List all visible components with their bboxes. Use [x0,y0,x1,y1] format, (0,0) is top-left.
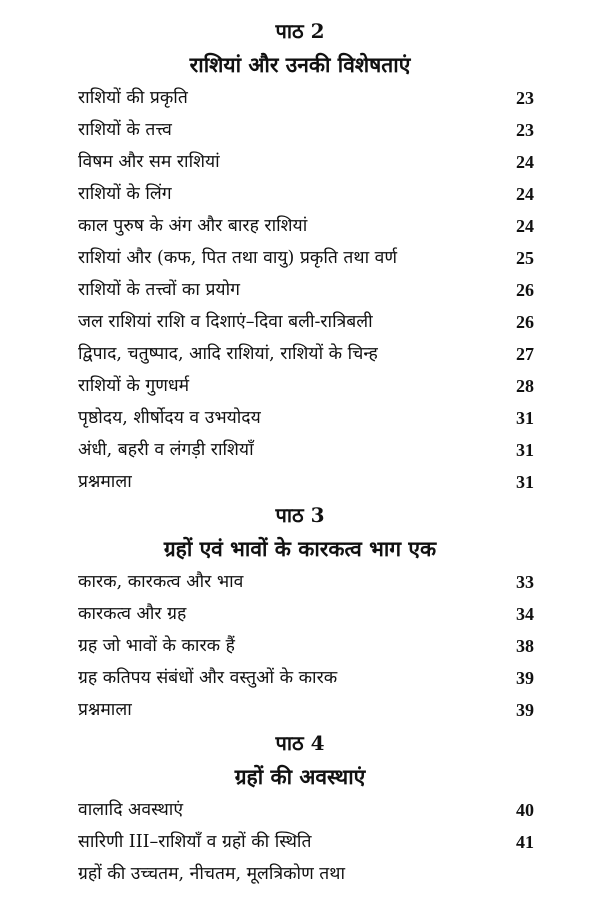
toc-entry [0,114,600,146]
entry-title: कारकत्व और ग्रह [78,604,187,624]
toc-entry [0,598,600,630]
entry-title: जल राशियां राशि व दिशाएं–दिवा बली-रात्रिबली [78,312,373,332]
chapter-label: पाठ 4 [275,731,325,755]
entry-title: सारिणी III–राशियाँ व ग्रहों की स्थिति [78,832,312,852]
chapter-title: ग्रहों एवं भावों के कारकत्व भाग एक [163,536,437,561]
toc-entry [0,434,600,466]
entry-title: ग्रह कतिपय संबंधों और वस्तुओं के कारक [78,668,338,688]
entry-page-number: 38 [516,636,534,656]
entry-page-number: 27 [516,344,534,364]
entry-title: ग्रहों की उच्चतम, नीचतम, मूलत्रिकोण तथा [78,864,345,884]
entry-title: विषम और सम राशियां [78,152,220,172]
entry-page-number: 41 [516,832,534,852]
toc-entry [0,370,600,402]
chapter-title: ग्रहों की अवस्थाएं [234,764,366,789]
chapter-label: पाठ 3 [275,503,325,527]
entry-page-number: 39 [516,668,534,688]
entry-page-number: 23 [516,120,534,140]
entry-title: राशियों की प्रकृति [78,88,188,108]
chapter-label: पाठ 2 [275,19,325,43]
table-of-contents [0,14,600,890]
entry-title: प्रश्नमाला [78,472,132,492]
entry-title: पृष्ठोदय, शीर्षोदय व उभयोदय [78,408,261,428]
entry-title: काल पुरुष के अंग और बारह राशियां [78,216,308,236]
entry-title: अंधी, बहरी व लंगड़ी राशियाँ [78,440,254,460]
toc-entry [0,630,600,662]
toc-entry [0,662,600,694]
toc-entry [0,178,600,210]
entry-title: राशियों के तत्त्वों का प्रयोग [78,280,240,300]
entry-page-number: 33 [516,572,534,592]
toc-entry [0,858,600,890]
entry-page-number: 31 [516,440,534,460]
entry-page-number: 24 [516,184,534,204]
toc-entry [0,274,600,306]
toc-entry [0,402,600,434]
entry-page-number: 23 [516,88,534,108]
toc-entry [0,566,600,598]
toc-entry [0,794,600,826]
entry-title: वालादि अवस्थाएं [78,800,183,820]
entry-title: प्रश्नमाला [78,700,132,720]
chapter-title: राशियां और उनकी विशेषताएं [189,52,411,77]
toc-entry [0,242,600,274]
entry-title: राशियां और (कफ, पित तथा वायु) प्रकृति तथा वर्ण [78,248,398,268]
entry-title: कारक, कारकत्व और भाव [78,572,244,592]
toc-entry [0,826,600,858]
entry-title: राशियों के गुणधर्म [78,376,190,396]
entry-page-number: 26 [516,280,534,300]
toc-entry [0,82,600,114]
toc-entry [0,466,600,498]
entry-page-number: 31 [516,472,534,492]
toc-entry [0,210,600,242]
entry-page-number: 31 [516,408,534,428]
toc-entry [0,306,600,338]
toc-entry [0,338,600,370]
entry-page-number: 24 [516,152,534,172]
entry-page-number: 26 [516,312,534,332]
toc-entry [0,146,600,178]
entry-page-number: 39 [516,700,534,720]
entry-page-number: 24 [516,216,534,236]
entry-page-number: 28 [516,376,534,396]
entry-page-number: 25 [516,248,534,268]
toc-entry [0,694,600,726]
entry-title: ग्रह जो भावों के कारक हैं [78,636,235,656]
entry-title: राशियों के लिंग [78,184,172,204]
entry-title: राशियों के तत्त्व [78,120,172,140]
entry-page-number: 40 [516,800,534,820]
entry-title: द्विपाद, चतुष्पाद, आदि राशियां, राशियों के चिन्ह [78,344,378,364]
entry-page-number: 34 [516,604,534,624]
